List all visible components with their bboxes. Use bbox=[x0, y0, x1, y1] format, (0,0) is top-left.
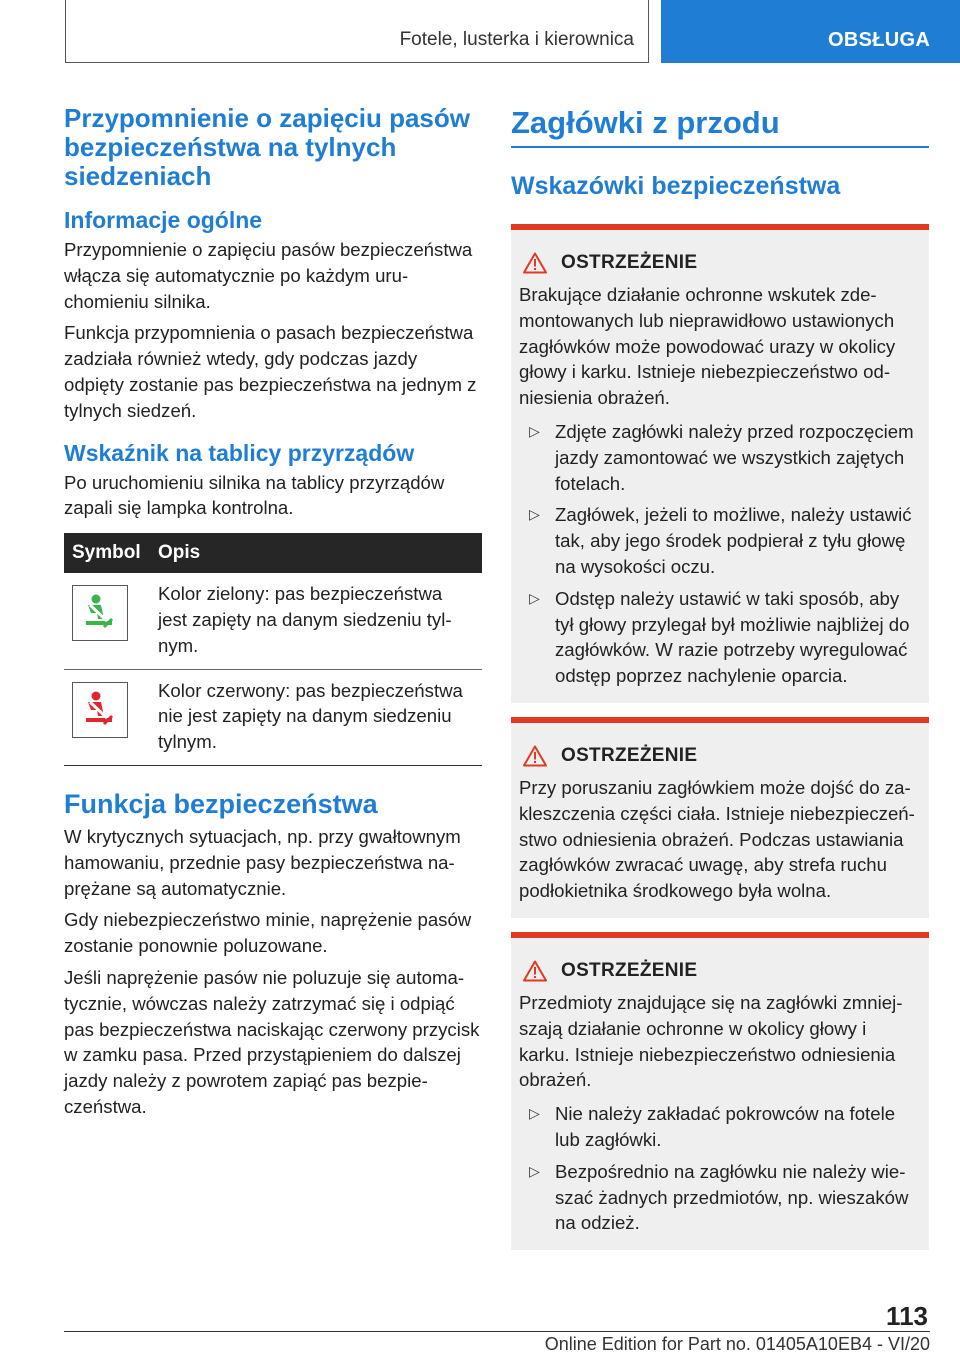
safety-function-heading: Funkcja bezpieczeństwa bbox=[64, 788, 378, 819]
header-section-box bbox=[65, 0, 649, 63]
warning-box bbox=[511, 224, 929, 703]
list-item: ▷ Nie należy zakładać pokrowców na fotele lub zagłówki. bbox=[519, 1101, 921, 1153]
safety-function-paragraph-2: Gdy niebezpieczeństwo minie, naprężenie pasów zostanie ponownie poluzowane. bbox=[64, 909, 472, 957]
safety-function-paragraph-3: Jeśli naprężenie pasów nie poluzuje się automatycznie, wówczas należy zatrzymać się i odpiąć pas bezpieczeństwa naciskając czerwony przycisk w zamku pasa. Przed przystąpieniem do dalszej jazdy należy z powrotem zapiąć pas bezpieczeństwa. bbox=[64, 966, 480, 1117]
table-row bbox=[64, 573, 482, 669]
seatbelt-green-icon bbox=[72, 585, 128, 641]
bullet-triangle-icon: ▷ bbox=[529, 589, 540, 606]
bullet-triangle-icon: ▷ bbox=[529, 1162, 540, 1179]
safety-notes-heading: Wskazówki bezpieczeństwa bbox=[511, 172, 841, 200]
seatbelt-red-icon bbox=[72, 682, 128, 738]
general-info-heading: Informacje ogólne bbox=[64, 207, 263, 233]
warning-box bbox=[511, 717, 929, 918]
bullet-triangle-icon: ▷ bbox=[529, 422, 540, 439]
warning-label: OSTRZEŻENIE bbox=[561, 959, 698, 981]
warning-text: Brakujące działanie ochronne wskutek zdemontowanych lub nieprawidłowo ustawionych zagłówków może powodować urazy w okolicy głowy i karku. Istnieje niebezpieczeństwo odniesienia obrażeń. bbox=[519, 284, 896, 409]
safety-function-paragraph-1: W krytycznych sytuacjach, np. przy gwałtownym hamowaniu, przednie pasy bezpieczeństwa naprężane są automatycznie. bbox=[64, 825, 461, 899]
header-chapter-label: OBSŁUGA bbox=[828, 29, 931, 51]
table-header-description: Opis bbox=[150, 533, 482, 573]
warning-bullet-list bbox=[519, 419, 921, 689]
warning-label: OSTRZEŻENIE bbox=[561, 252, 698, 273]
table-cell-description: Kolor zielony: pas bezpieczeństwa jest zapięty na danym siedzeniu tylnym. bbox=[150, 573, 482, 669]
table-row bbox=[64, 669, 482, 765]
table-cell-symbol bbox=[64, 669, 150, 765]
right-column bbox=[511, 104, 929, 1250]
warning-triangle-icon bbox=[523, 960, 547, 982]
list-item: ▷ Bezpośrednio na zagłówku nie należy wieszać żadnych przedmiotów, np. wieszaków na odzież. bbox=[519, 1159, 921, 1236]
general-info-paragraph-2: Funkcja przypomnienia o pasach bezpieczeństwa zadziała również wtedy, gdy podczas jazdy odpięty zostanie pas bezpieczeństwa na jednym z tylnych siedzeń. bbox=[64, 322, 477, 421]
table-cell-symbol bbox=[64, 573, 150, 669]
list-item: ▷ Zagłówek, jeżeli to możliwe, należy ustawić tak, aby jego środek podpierał z tyłu głowę na wysokości oczu. bbox=[519, 502, 921, 579]
footer-divider bbox=[64, 1331, 930, 1332]
table-header-row bbox=[64, 533, 482, 573]
warning-triangle-icon bbox=[523, 745, 547, 767]
footer-edition-text: Online Edition for Part no. 01405A10EB4 - VI/20 bbox=[544, 1334, 930, 1354]
warning-bullet-list bbox=[519, 1101, 921, 1236]
warning-header bbox=[523, 250, 921, 276]
warning-triangle-icon bbox=[523, 252, 547, 274]
warning-box bbox=[511, 932, 929, 1250]
instrument-indicator-paragraph: Po uruchomieniu silnika na tablicy przyrządów zapali się lampka kontrolna. bbox=[64, 471, 445, 519]
rear-seatbelt-reminder-title: Przypomnienie o zapięciu pasów bezpieczeństwa na tylnych siedzeniach bbox=[64, 103, 470, 191]
front-headrests-title: Zagłówki z przodu bbox=[511, 104, 929, 148]
header-chapter-tab bbox=[661, 0, 960, 63]
left-column bbox=[64, 104, 482, 1120]
general-info-paragraph-1: Przypomnienie o zapięciu pasów bezpieczeństwa włącza się automatycznie po każdym uruchomieniu silnika. bbox=[64, 239, 473, 312]
warning-text: Przy poruszaniu zagłówkiem może dojść do zakleszczenia części ciała. Istnieje niebezpieczeństwo odniesienia obrażeń. Podczas ustawiania zagłówków zwracać uwagę, aby strefa ruchu podłokietnika środkowego była wolna. bbox=[519, 776, 915, 902]
warning-text: Przedmioty znajdujące się na zagłówki zmniejszają działanie ochronne w okolicy głowy i karku. Istnieje niebezpieczeństwo odniesienia obrażeń. bbox=[519, 991, 903, 1091]
list-item: ▷ Odstęp należy ustawić w taki sposób, aby tył głowy przylegał był możliwie najbliżej do zagłówków. W razie potrzeby wyregulować odstęp poprzez nachylenie oparcia. bbox=[519, 586, 921, 689]
table-cell-description: Kolor czerwony: pas bezpieczeństwa nie jest zapięty na danym siedzeniu tylnym. bbox=[150, 669, 482, 765]
warning-label: OSTRZEŻENIE bbox=[561, 744, 698, 766]
list-item: ▷ Zdjęte zagłówki należy przed rozpoczęciem jazdy zamontować we wszystkich zajętych fotelach. bbox=[519, 419, 921, 496]
instrument-indicator-heading: Wskaźnik na tablicy przyrządów bbox=[64, 439, 415, 466]
warning-header bbox=[523, 743, 921, 769]
bullet-triangle-icon: ▷ bbox=[529, 506, 540, 523]
page-number: 113 bbox=[886, 1301, 928, 1331]
header-section-title: Fotele, lusterka i kierownica bbox=[399, 29, 634, 50]
table-header-symbol: Symbol bbox=[64, 533, 150, 573]
warning-header bbox=[523, 958, 921, 984]
bullet-triangle-icon: ▷ bbox=[529, 1105, 540, 1122]
indicator-table bbox=[64, 533, 482, 766]
